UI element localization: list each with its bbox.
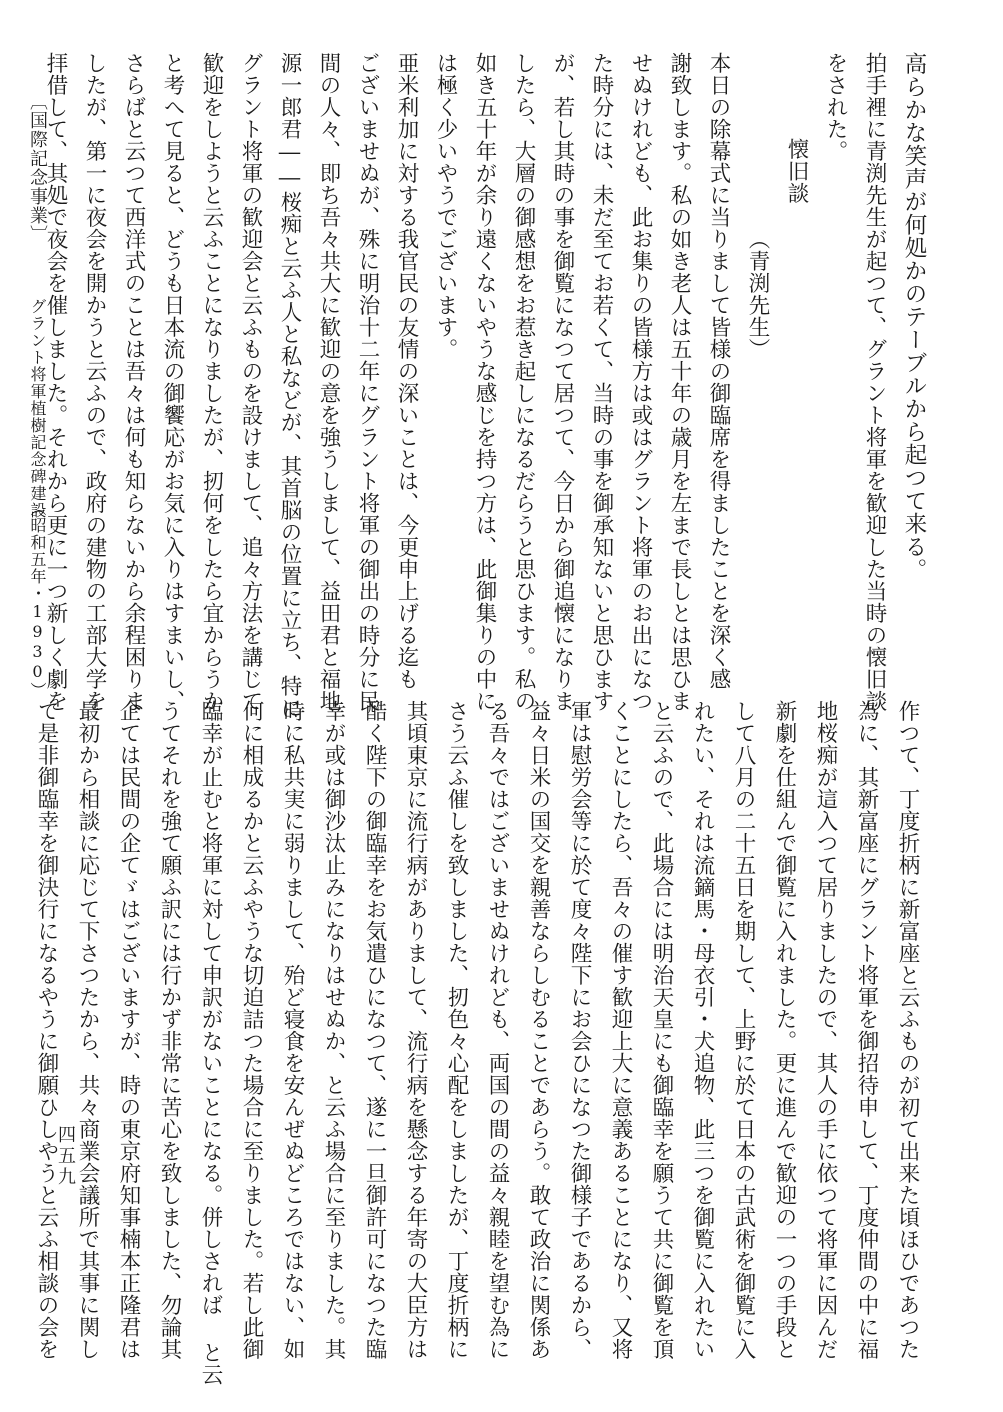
text-line: さう云ふ催しを致しました、扨色々心配をしましたが、丁度折柄に (444, 700, 469, 1360)
text-line: 如き五十年が余り遠くないやうな感じを持つ方は、此御集りの中に (472, 52, 497, 712)
text-line: と云ふので、此場合には明治天皇にも御臨幸を願うて共に御覧を頂 (649, 700, 674, 1360)
text-line: 幸が或は御沙汰止みになりはせぬか、と云ふ場合に至りました。其 (321, 700, 346, 1360)
text-line: 地桜痴が這入つて居りましたので、其人の手に依つて将軍に因んだ (813, 700, 838, 1360)
narration-line: をされた。 (823, 52, 848, 162)
text-line: が、若し其時の事を御覧になつて居つて、今日から御追懐になりま (550, 52, 575, 712)
speech-title: 懐旧談 (784, 138, 809, 204)
text-line: せぬけれども、此お集りの皆様方は或はグラント将軍のお出になつ (628, 52, 653, 712)
text-line: 臨幸が止むと将軍に対して申訳がないことになる。併しされば と云 (198, 700, 223, 1386)
text-line: 拝借して、其処で夜会を催しました。それから更に一つ新しく劇を (43, 52, 68, 712)
running-header-date: （昭和五年・1930） (28, 500, 47, 699)
text-line: 源一郎君――桜痴と云ふ人と私などが、其首脳の位置に立ち、特に (277, 52, 302, 719)
text-line: うてそれを強て願ふ訳には行かず非常に苦心を致しました、勿論其 (157, 700, 182, 1360)
text-line: 最初から相談に応じて下さつたから、共々商業会議所で其事に関し (75, 700, 100, 1360)
text-line: くことにしたら、吾々の催す歓迎上大に意義あることになり、又将 (608, 700, 633, 1360)
text-line: 企ては民間の企てゞはございますが、時の東京府知事楠本正隆君は (116, 700, 141, 1360)
upper-text-column (36, 52, 933, 719)
text-line: ございませぬが、殊に明治十二年にグラント将軍の御出の時分に民 (355, 52, 380, 712)
text-line: 其頃東京に流行病がありまして、流行病を懸念する年寄の大臣方は (403, 700, 428, 1360)
running-header-title: グラント将軍植樹記念碑建設 (28, 298, 47, 519)
text-line: 作つて、丁度折柄に新富座と云ふものが初て出来た頃ほひであつた (895, 700, 920, 1360)
text-line: して八月の二十五日を期して、上野に於て日本の古武術を御覧に入 (731, 700, 756, 1360)
text-line: 何に相成るかと云ふやうな切迫詰つた場合に至りました。若し此御 (239, 700, 264, 1360)
text-line: れたい、それは流鏑馬・母衣引・犬追物、此三つを御覧に入れたい (690, 700, 715, 1360)
text-line: は極く少いやうでございます。 (433, 52, 458, 360)
text-line: た時分には、未だ至てお若くて、当時の事を御承知ないと思ひます (589, 52, 614, 712)
text-line: 間の人々、即ち吾々共大に歓迎の意を強うしまして、益田君と福地 (316, 52, 341, 712)
text-line: グラント将軍の歓迎会と云ふものを設けまして、追々方法を講じて (238, 52, 263, 712)
text-line: 時に私共実に弱りまして、殆ど寝食を安んぜぬどころではない、如 (280, 700, 305, 1360)
text-line: 益々日米の国交を親善ならしむることであらう。敢て政治に関係あ (526, 700, 551, 1360)
text-line: 為に、其新富座にグラント将軍を御招待申して、丁度仲間の中に福 (854, 700, 879, 1360)
text-line: 新劇を仕組んで御覧に入れました。更に進んで歓迎の一つの手段と (772, 700, 797, 1360)
narration-line: 拍手裡に青渕先生が起つて、グラント将軍を歓迎した当時の懐旧談 (862, 52, 887, 712)
running-header-series: 〔国際記念事業〕 (27, 92, 48, 244)
speaker-name: （青渕先生） (745, 228, 770, 360)
text-line: 亜米利加に対する我官民の友情の深いことは、今更申上げる迄も (394, 52, 419, 690)
text-line: したが、第一に夜会を開かうと云ふので、政府の建物の工部大学を (82, 52, 107, 712)
lower-text-column (26, 700, 928, 1386)
text-line: 軍は慰労会等に於て度々陛下にお会ひになつた御様子であるから、 (567, 700, 592, 1360)
text-line: 謝致します。私の如き老人は五十年の歳月を左まで長しとは思ひま (667, 52, 692, 712)
text-line: さらばと云つて西洋式のことは吾々は何も知らないから余程困りま (121, 52, 146, 712)
text-line: と考へて見ると、どうも日本流の御饗応がお気に入りはすまいし、 (160, 52, 185, 712)
text-line: 本日の除幕式に当りまして皆様の御臨席を得ましたことを深く感 (706, 52, 731, 690)
page-number: 四五九 (55, 1125, 76, 1188)
text-line: る吾々ではございませぬけれども、両国の間の益々親睦を望む為に (485, 700, 510, 1360)
text-line: したら、大層の御感想をお惹き起しになるだらうと思ひます。私の (511, 52, 536, 712)
text-line: 歓迎をしようと云ふことになりましたが、扨何をしたら宜からうか (199, 52, 224, 712)
narration-line: 高らかな笑声が何処かのテーブルから起つて来る。 (901, 52, 927, 581)
text-line: 酷く陛下の御臨幸をお気遣ひになつて、遂に一旦御許可になつた臨 (362, 700, 387, 1360)
text-line: て是非御臨幸を御決行になるやうに御願ひしやうと云ふ相談の会を (34, 700, 59, 1360)
